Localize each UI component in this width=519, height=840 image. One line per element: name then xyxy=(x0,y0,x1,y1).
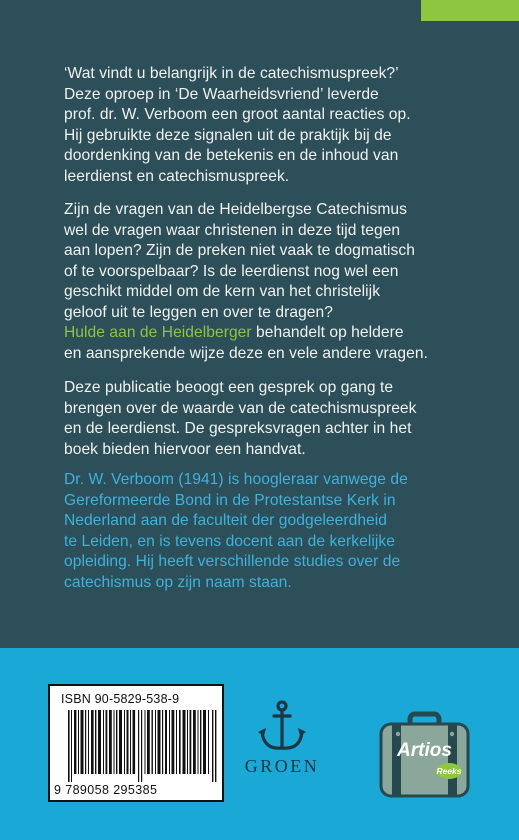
publisher-logo xyxy=(232,698,332,788)
green-corner-tab xyxy=(421,0,519,21)
publisher-name: GROEN xyxy=(244,756,320,776)
book-title-highlight: Hulde aan de Heidelberger xyxy=(64,324,252,341)
series-badge: Reeks xyxy=(436,763,462,779)
author-bio: Dr. W. Verboom (1941) is hoogleraar vanwege de Gereformeerde Bond in de Protestantse Kerk in Nederland aan de faculteit der godgeleerdheid te Leiden, en is tevens docent aan de kerkelijke opleiding. Hij heeft verschillende studies over de catechismus op zijn naam staan. xyxy=(64,471,408,591)
questions-rest-text: behandelt op heldere en aansprekende wijze deze en vele andere vragen. xyxy=(64,324,428,362)
intro-paragraph: ‘Wat vindt u belangrijk in de catechismuspreek?’ Deze oproep in ‘De Waarheidsvriend’ leverde prof. dr. W. Verboom een groot aantal reacties op. Hij gebruikte deze signalen uit de praktijk bij de doordenking van de betekenis en de inhoud van leerdienst en catechismuspreek. xyxy=(64,65,411,185)
questions-paragraph xyxy=(64,200,484,364)
questions-text: Zijn de vragen van de Heidelbergse Catechismus wel de vragen waar christenen in deze tijd tegen aan lopen? Zijn de preken niet vaak te dogmatisch of te voorspelbaar? Is de leerdienst nog wel een geschikt middel om de kern van het christelijk geloof uit te leggen en over te dragen? xyxy=(64,201,415,321)
series-name: Artios xyxy=(397,740,452,761)
isbn-label: ISBN 90-5829-538-9 xyxy=(61,692,180,706)
anchor-icon xyxy=(252,698,312,754)
series-logo xyxy=(378,710,471,800)
purpose-paragraph: Deze publicatie beoogt een gesprek op gang te brengen over de waarde van de catechismuspreek en de leerdienst. De gespreksvragen achter in het boek bieden hiervoor een handvat. xyxy=(64,379,417,458)
barcode-number: 9 789058 295385 xyxy=(54,783,158,797)
bottom-band xyxy=(0,648,519,840)
barcode-box xyxy=(48,684,224,802)
barcode-icon xyxy=(68,710,218,782)
